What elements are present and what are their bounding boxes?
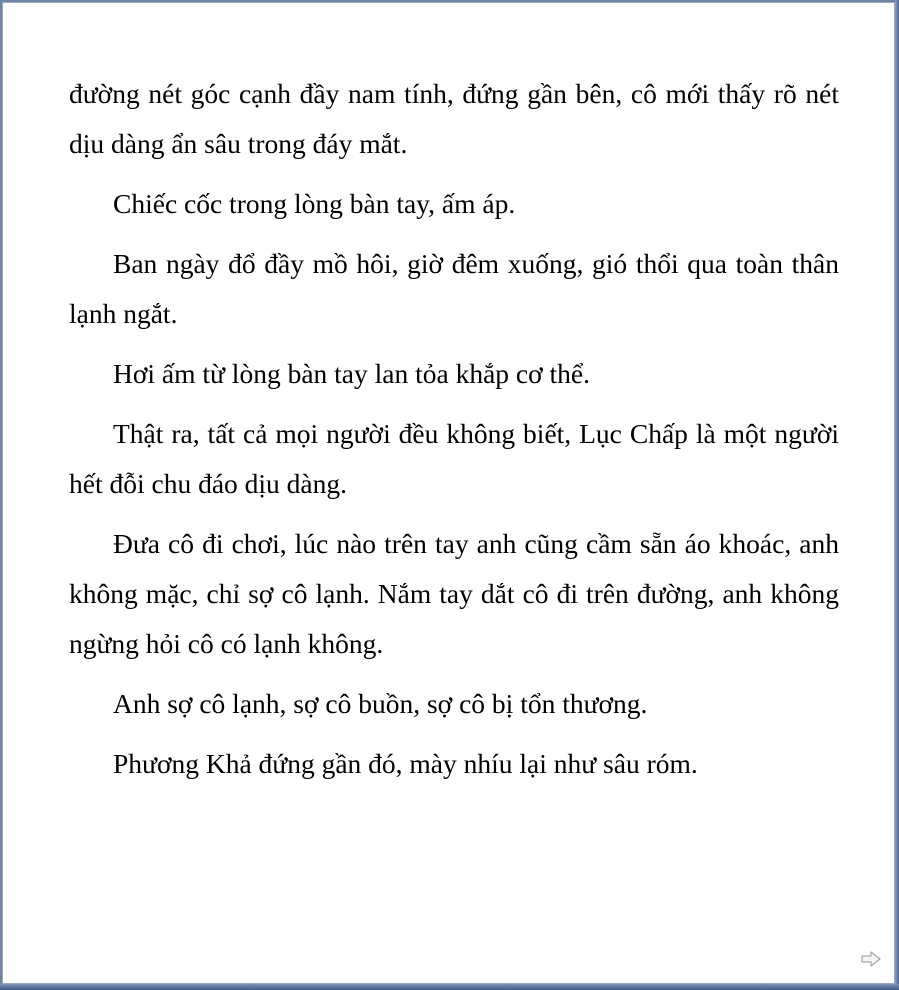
paragraph: Phương Khả đứng gần đó, mày nhíu lại như sâu róm. xyxy=(113,748,698,779)
paragraph: Anh sợ cô lạnh, sợ cô buồn, sợ cô bị tổn thương. xyxy=(113,688,648,719)
arrow-right-icon xyxy=(860,951,882,967)
paragraph: đường nét góc cạnh đầy nam tính, đứng gần bên, cô mới thấy rõ nét dịu dàng ẩn sâu trong đáy mắt. xyxy=(69,78,839,159)
document-page xyxy=(2,2,895,984)
document-body xyxy=(69,69,839,799)
paragraph: Ban ngày đổ đầy mồ hôi, giờ đêm xuống, gió thổi qua toàn thân lạnh ngắt. xyxy=(69,248,839,329)
paragraph: Đưa cô đi chơi, lúc nào trên tay anh cũng cầm sẵn áo khoác, anh không mặc, chỉ sợ cô lạnh. Nắm tay dắt cô đi trên đường, anh không ngừng hỏi cô có lạnh không. xyxy=(69,528,839,659)
window-frame-bottom xyxy=(0,984,899,990)
next-page-button[interactable] xyxy=(860,951,882,967)
window-frame-right xyxy=(895,0,899,990)
paragraph: Thật ra, tất cả mọi người đều không biết, Lục Chấp là một người hết đỗi chu đáo dịu dàng. xyxy=(69,418,839,499)
paragraph: Chiếc cốc trong lòng bàn tay, ấm áp. xyxy=(113,188,516,219)
paragraph: Hơi ấm từ lòng bàn tay lan tỏa khắp cơ thể. xyxy=(113,358,590,389)
